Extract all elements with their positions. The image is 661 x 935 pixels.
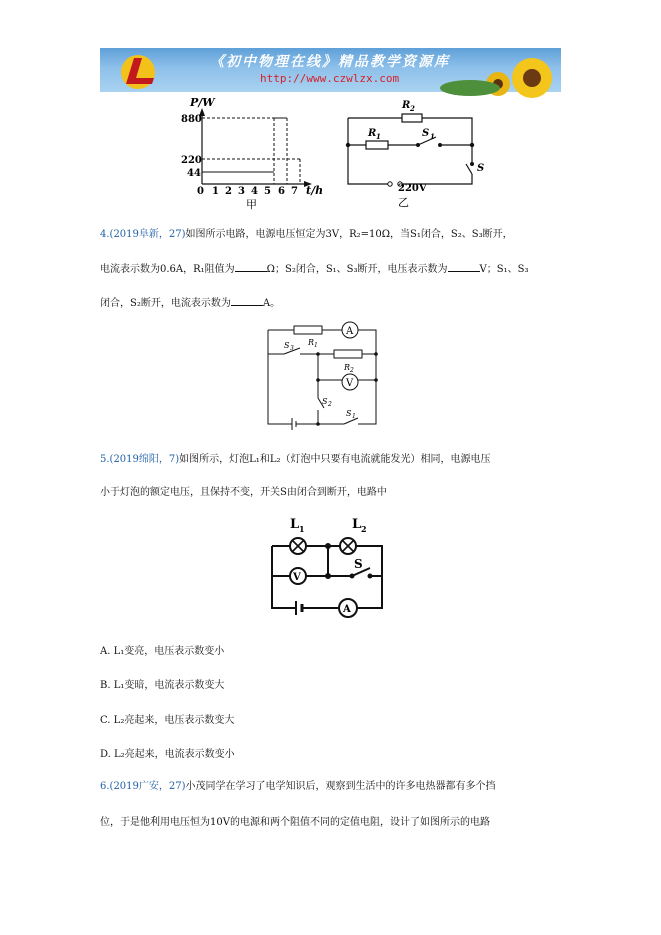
banner-url: http://www.czwlzx.com: [260, 72, 400, 85]
caption-left: 甲: [246, 198, 257, 211]
y-tick: 220: [181, 155, 202, 166]
svg-text:3: 3: [290, 345, 294, 352]
svg-text:L: L: [352, 517, 362, 532]
svg-text:R: R: [308, 338, 315, 347]
answer-blank: [231, 296, 263, 306]
svg-text:1: 1: [314, 342, 318, 349]
question-5-line-1: 5.(2019绵阳，7)如图所示，灯泡L₁和L₂（灯泡中只要有电流就能发光）相同，电源电压: [100, 454, 491, 465]
svg-text:2: 2: [350, 367, 354, 374]
option-c: C. L₂亮起来，电压表示数变大: [100, 715, 235, 726]
header-banner: [100, 48, 561, 92]
svg-text:S: S: [354, 557, 363, 571]
svg-text:2: 2: [361, 524, 367, 534]
circuit-yi: [348, 114, 472, 184]
power-time-graph: [181, 96, 323, 211]
svg-text:1: 1: [352, 413, 356, 420]
svg-text:S: S: [284, 341, 290, 350]
svg-text:2: 2: [225, 186, 232, 197]
option-a: A. L₁变亮，电压表示数变小: [100, 646, 225, 657]
svg-text:3: 3: [238, 186, 245, 197]
voltmeter-icon: V: [293, 572, 301, 583]
svg-text:S: S: [322, 397, 328, 406]
svg-text:5: 5: [264, 186, 271, 197]
question-6-line-2: 位，于是他利用电压恒为10V的电源和两个阻值不同的定值电阻，设计了如图所示的电路: [100, 817, 490, 828]
figure-q5-circuit: [262, 512, 397, 620]
option-d: D. L₂亮起来，电流表示数变小: [100, 749, 235, 760]
source-voltage: 220V: [398, 183, 427, 194]
answer-blank: [235, 262, 267, 272]
question-4-line-3: 闭合，S₂断开，电流表示数为 A。: [100, 298, 281, 309]
y-tick: 44: [187, 168, 201, 179]
svg-text:R: R: [368, 128, 377, 139]
question-4-line-2: 电流表示数为0.6A，R₁阻值为 Ω；S₂闭合，S₁、S₃断开，电压表示数为 V；S₁、S₃: [100, 264, 529, 275]
figure-1: [181, 92, 520, 212]
svg-text:1: 1: [212, 186, 219, 197]
svg-text:7: 7: [291, 186, 298, 197]
svg-text:R: R: [402, 100, 411, 111]
option-b: B. L₁变暗，电流表示数变大: [100, 680, 225, 691]
svg-text:6: 6: [278, 186, 285, 197]
banner-title: 《初中物理在线》精品教学资源库: [210, 54, 450, 70]
svg-text:2: 2: [328, 401, 332, 408]
svg-text:2: 2: [410, 104, 415, 113]
question-4-line-1: 4.(2019阜新，27)如图所示电路，电源电压恒定为3V，R₂=10Ω，当S₁闭合，S₂、S₃断开，: [100, 229, 513, 240]
svg-text:S: S: [422, 128, 430, 139]
svg-text:1: 1: [299, 524, 305, 534]
svg-text:L: L: [290, 517, 300, 532]
lamp-l2-icon: [342, 540, 354, 552]
ammeter-icon: A: [343, 604, 351, 615]
answer-blank: [448, 262, 480, 272]
svg-text:1: 1: [376, 132, 381, 141]
y-axis-label: P/W: [190, 96, 215, 109]
svg-text:S: S: [346, 409, 352, 418]
ammeter-icon: A: [346, 326, 354, 337]
caption-right: 乙: [398, 196, 409, 209]
resistor-r1: [366, 141, 388, 149]
x-axis-label: t/h: [306, 184, 324, 197]
lamp-l1-icon: [292, 540, 304, 552]
svg-text:0: 0: [197, 186, 204, 197]
resistor-r2: [402, 114, 422, 122]
svg-text:4: 4: [251, 186, 258, 197]
y-tick: 880: [181, 114, 202, 125]
figure-q4-circuit: [262, 318, 387, 438]
svg-text:1: 1: [430, 132, 435, 141]
question-5-line-2: 小于灯泡的额定电压，且保持不变，开关S由闭合到断开，电路中: [100, 487, 387, 498]
voltmeter-icon: V: [346, 378, 354, 389]
question-6-line-1: 6.(2019广安，27)小茂同学在学习了电学知识后，观察到生活中的许多电热器都有多个挡: [100, 781, 496, 792]
svg-text:S: S: [477, 163, 485, 174]
svg-text:R: R: [344, 363, 351, 372]
